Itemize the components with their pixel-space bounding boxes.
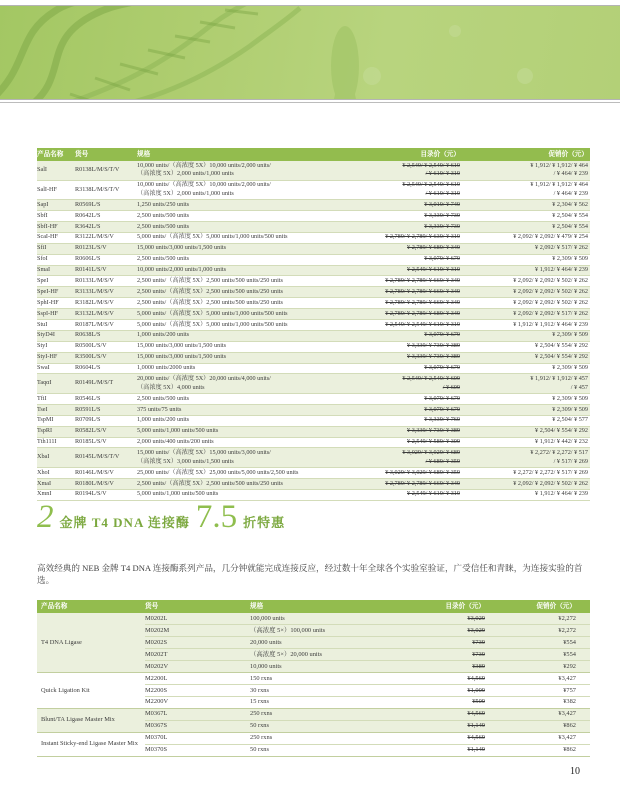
product-name-cell: StyD4I — [37, 330, 75, 341]
list-price-cell: ¥ 3,079/ ¥ 679 — [333, 394, 460, 405]
product-name-cell: SphI-HF — [37, 298, 75, 309]
catalog-no-cell: R0133L/M/S/V — [75, 276, 137, 287]
table-row — [37, 341, 590, 352]
spec-cell: 1,250 units/250 units — [137, 200, 333, 211]
promo-price-cell: ¥ 2,309/ ¥ 509 — [460, 254, 590, 265]
table-row — [37, 161, 590, 180]
list-price-cell: ¥ 2,549/ ¥ 619/ ¥ 319 — [333, 489, 460, 500]
list-price-cell: ¥1,149 — [418, 744, 485, 756]
table-row — [37, 180, 590, 200]
product-name-cell: SalI-HF — [37, 180, 75, 200]
catalog-no-cell: R3182L/M/S/V — [75, 298, 137, 309]
catalog-no-cell: R0123L/S/V — [75, 243, 137, 254]
promo-price-cell: ¥ 1,912/ ¥ 1,912/ ¥ 464 / ¥ 464/ ¥ 239 — [460, 180, 590, 200]
spec-cell: 10,000 units — [250, 660, 418, 672]
promo-price-cell: ¥ 1,912/ ¥ 1,912/ ¥ 464/ ¥ 239 — [460, 319, 590, 330]
section-heading — [37, 498, 291, 536]
catalog-no-cell: R0546L/S — [75, 394, 137, 405]
spec-cell: 5,000 units/（高浓度 5X）5,000 units/1,000 units/500 units — [137, 319, 333, 330]
promo-price-cell: ¥ 2,504/ ¥ 554/ ¥ 292 — [460, 426, 590, 437]
col-product-name: 产品名称 — [37, 600, 145, 613]
list-price-cell: ¥1,149 — [418, 720, 485, 732]
spec-cell: （高浓度 5×）100,000 units — [250, 624, 418, 636]
table-row — [37, 330, 590, 341]
product-name-cell: XhoI — [37, 468, 75, 479]
table-row — [37, 200, 590, 211]
list-price-cell: ¥509 — [418, 696, 485, 708]
product-name-cell: Tth111I — [37, 437, 75, 448]
spec-cell: 5,000 units/（高浓度 5X）5,000 units/1,000 units/500 units — [137, 309, 333, 320]
product-name-cell: SfoI — [37, 254, 75, 265]
promo-price-cell: ¥292 — [485, 660, 590, 672]
table-row — [37, 298, 590, 309]
catalog-no-cell: R0149L/M/S/T — [75, 374, 137, 394]
spec-cell: 1,000 units/200 units — [137, 330, 333, 341]
spec-cell: 10,000 units/（高浓度 5X）10,000 units/2,000 units/ （高浓度 5X）2,000 units/1,000 units — [137, 180, 333, 200]
product-group-name-cell: Quick Ligation Kit — [37, 672, 145, 708]
product-group-name-cell: T4 DNA Ligase — [37, 613, 145, 672]
spec-cell: 5,000 units/（高浓度 5X）5,000 units/1,000 units/500 units — [137, 232, 333, 243]
catalog-no-cell: M0367S — [145, 720, 250, 732]
table-row — [37, 708, 590, 720]
list-price-cell: ¥ 2,549/ ¥ 589/ ¥ 309 — [333, 437, 460, 448]
catalog-no-cell: R0604L/S — [75, 363, 137, 374]
spec-cell: 5,000 units/1,000 units/500 units — [137, 426, 333, 437]
section-number: 2 — [37, 499, 54, 535]
product-name-cell: SbfI-HF — [37, 221, 75, 232]
banner-divider — [0, 102, 620, 103]
promo-price-cell: ¥ 2,092/ ¥ 2,092/ ¥ 502/ ¥ 262 — [460, 478, 590, 489]
list-price-cell: ¥739 — [418, 648, 485, 660]
product-group-name-cell: Instant Sticky-end Ligase Master Mix — [37, 732, 145, 756]
table-row — [37, 309, 590, 320]
promo-price-cell: ¥ 2,092/ ¥ 2,092/ ¥ 517/ ¥ 262 — [460, 309, 590, 320]
promo-price-cell: ¥3,427 — [485, 708, 590, 720]
list-price-cell: ¥ 3,339/ ¥ 739 — [333, 221, 460, 232]
catalog-no-cell: M0202V — [145, 660, 250, 672]
spec-cell: 10,000 units/2,000 units/1,000 units — [137, 265, 333, 276]
spec-cell: 5,000 units/1,000 units/500 units — [137, 489, 333, 500]
table-row — [37, 426, 590, 437]
table-row — [37, 243, 590, 254]
list-price-cell: ¥ 3,079/ ¥ 679 — [333, 404, 460, 415]
catalog-no-cell: M2200S — [145, 684, 250, 696]
list-price-cell: ¥ 2,549/ ¥ 2,549/ ¥ 609 / ¥ 609 — [333, 374, 460, 394]
col-promo-price: 促销价（元） — [460, 148, 590, 161]
list-price-cell: ¥ 2,789/ ¥ 2,789/ ¥ 669/ ¥ 349 — [333, 287, 460, 298]
spec-cell: 2,500 units/500 units — [137, 254, 333, 265]
banner-frame — [0, 5, 620, 103]
product-name-cell: TspRI — [37, 426, 75, 437]
catalog-no-cell: M0202S — [145, 636, 250, 648]
dna-banner — [0, 5, 620, 100]
spec-cell: 10,000 units/（高浓度 5X）10,000 units/2,000 units/ （高浓度 5X）2,000 units/1,000 units — [137, 161, 333, 180]
catalog-no-cell: R0194L/S/V — [75, 489, 137, 500]
product-name-cell: TaqαI — [37, 374, 75, 394]
catalog-no-cell: M0370L — [145, 732, 250, 744]
table-row — [37, 415, 590, 426]
list-price-cell: ¥ 3,029/ ¥ 3,029/ ¥ 689/ ¥ 359 — [333, 468, 460, 479]
promo-price-cell: ¥ 1,912/ ¥ 1,912/ ¥ 457 / ¥ 457 — [460, 374, 590, 394]
spec-cell: 250 rxns — [250, 708, 418, 720]
catalog-no-cell: M0367L — [145, 708, 250, 720]
spec-cell: 15,000 units/3,000 units/1,500 units — [137, 352, 333, 363]
spec-cell: 15 rxns — [250, 696, 418, 708]
catalog-no-cell: M0202L — [145, 613, 250, 624]
promo-price-cell: ¥ 2,092/ ¥ 2,092/ ¥ 502/ ¥ 262 — [460, 276, 590, 287]
catalog-no-cell: R0185L/S/V — [75, 437, 137, 448]
spec-cell: 25,000 units/（高浓度 5X）25,000 units/5,000 units/2,500 units — [137, 468, 333, 479]
table-row — [37, 265, 590, 276]
promo-price-cell: ¥ 2,272/ ¥ 2,272/ ¥ 517 / ¥ 517/ ¥ 269 — [460, 448, 590, 468]
table-row — [37, 287, 590, 298]
catalog-no-cell: R3132L/M/S/V — [75, 309, 137, 320]
table-header-row — [37, 600, 590, 613]
catalog-no-cell: M2200V — [145, 696, 250, 708]
catalog-no-cell: M0202T — [145, 648, 250, 660]
spec-cell: 15,000 units/3,000 units/1,500 units — [137, 243, 333, 254]
promo-price-cell: ¥ 2,092/ ¥ 2,092/ ¥ 502/ ¥ 262 — [460, 287, 590, 298]
spec-cell: 15,000 units/3,000 units/1,500 units — [137, 341, 333, 352]
table-row — [37, 319, 590, 330]
product-name-cell: TspMI — [37, 415, 75, 426]
promo-price-cell: ¥3,427 — [485, 672, 590, 684]
spec-cell: 2,500 units/500 units — [137, 211, 333, 222]
promo-price-cell: ¥554 — [485, 648, 590, 660]
promo-price-cell: ¥ 1,912/ ¥ 442/ ¥ 232 — [460, 437, 590, 448]
spec-cell: 20,000 units — [250, 636, 418, 648]
product-name-cell: XmaI — [37, 478, 75, 489]
promo-price-cell: ¥ 2,504/ ¥ 577 — [460, 415, 590, 426]
table-row — [37, 221, 590, 232]
promo-price-cell: ¥ 2,092/ ¥ 2,092/ ¥ 479/ ¥ 254 — [460, 232, 590, 243]
page-number: 10 — [570, 766, 580, 777]
col-promo-price: 促销价（元） — [485, 600, 590, 613]
list-price-cell: ¥ 3,079/ ¥ 679 — [333, 254, 460, 265]
spec-cell: 375 units/75 units — [137, 404, 333, 415]
col-catalog-no: 货号 — [145, 600, 250, 613]
product-name-cell: SfiI — [37, 243, 75, 254]
dna-helix-graphic — [0, 6, 620, 99]
list-price-cell: ¥1,009 — [418, 684, 485, 696]
catalog-no-cell: R0591L/S — [75, 404, 137, 415]
ligase-price-table-wrap — [37, 600, 590, 757]
list-price-cell: ¥ 3,339/ ¥ 739/ ¥ 389 — [333, 341, 460, 352]
catalog-no-cell: R3642L/S — [75, 221, 137, 232]
spec-cell: 1,0000 units/2000 units — [137, 363, 333, 374]
list-price-cell: ¥ 2,789/ ¥ 2,789/ ¥ 639/ ¥ 319 — [333, 232, 460, 243]
col-list-price: 目录价（元） — [333, 148, 460, 161]
spec-cell: （高浓度 5×）20,000 units — [250, 648, 418, 660]
spec-cell: 2,000 units/400 units/200 units — [137, 437, 333, 448]
product-name-cell: TseI — [37, 404, 75, 415]
spec-cell: 100,000 units — [250, 613, 418, 624]
product-name-cell: SalI — [37, 161, 75, 180]
section-title: 金牌 T4 DNA 连接酶 — [59, 515, 190, 530]
catalog-no-cell: R0642L/S — [75, 211, 137, 222]
product-name-cell: XbaI — [37, 448, 75, 468]
promo-price-cell: ¥ 2,504/ ¥ 554 — [460, 221, 590, 232]
promo-price-cell: ¥862 — [485, 744, 590, 756]
promo-price-cell: ¥ 2,092/ ¥ 2,092/ ¥ 502/ ¥ 262 — [460, 298, 590, 309]
list-price-cell: ¥ 2,549/ ¥ 2,549/ ¥ 619 / ¥ 619/ ¥ 319 — [333, 180, 460, 200]
product-name-cell: SpeI-HF — [37, 287, 75, 298]
list-price-cell: ¥ 3,019/ ¥ 749 — [333, 200, 460, 211]
list-price-cell: ¥4,569 — [418, 708, 485, 720]
spec-cell: 20,000 units/（高浓度 5X）20,000 units/4,000 units/ （高浓度 5X）4,000 units — [137, 374, 333, 394]
promo-price-cell: ¥ 2,504/ ¥ 554/ ¥ 292 — [460, 352, 590, 363]
list-price-cell: ¥ 3,339/ ¥ 739 — [333, 211, 460, 222]
table-row — [37, 613, 590, 624]
table-row — [37, 254, 590, 265]
enzyme-table-body — [37, 161, 590, 500]
product-name-cell: SmaI — [37, 265, 75, 276]
catalog-no-cell: R0146L/M/S/V — [75, 468, 137, 479]
list-price-cell: ¥ 2,549/ ¥ 2,549/ ¥ 619/ ¥ 319 — [333, 319, 460, 330]
discount-suffix: 折特惠 — [243, 515, 286, 530]
promo-price-cell: ¥ 1,912/ ¥ 464/ ¥ 239 — [460, 489, 590, 500]
table-row — [37, 374, 590, 394]
list-price-cell: ¥4,569 — [418, 732, 485, 744]
catalog-no-cell: R0606L/S — [75, 254, 137, 265]
table-row — [37, 232, 590, 243]
table-row — [37, 468, 590, 479]
product-name-cell: SapI — [37, 200, 75, 211]
table-row — [37, 478, 590, 489]
list-price-cell: ¥ 2,789/ ¥ 2,789/ ¥ 689/ ¥ 349 — [333, 309, 460, 320]
table-row — [37, 394, 590, 405]
promo-price-cell: ¥757 — [485, 684, 590, 696]
catalog-no-cell: R0638L/S — [75, 330, 137, 341]
list-price-cell: ¥ 2,549/ ¥ 619/ ¥ 319 — [333, 265, 460, 276]
promo-price-cell: ¥ 2,309/ ¥ 509 — [460, 363, 590, 374]
table-row — [37, 404, 590, 415]
spec-cell: 2,500 units/（高浓度 5X）2,500 units/500 units/250 units — [137, 276, 333, 287]
list-price-cell: ¥389 — [418, 660, 485, 672]
catalog-no-cell: M0370S — [145, 744, 250, 756]
spec-cell: 2,500 units/（高浓度 5X）2,500 units/500 units/250 units — [137, 478, 333, 489]
promo-price-cell: ¥2,272 — [485, 624, 590, 636]
list-price-cell: ¥ 3,339/ ¥ 739/ ¥ 389 — [333, 426, 460, 437]
table-row — [37, 276, 590, 287]
list-price-cell: ¥ 3,339/ ¥ 739/ ¥ 389 — [333, 352, 460, 363]
product-name-cell: SspI-HF — [37, 309, 75, 320]
list-price-cell: ¥3,029 — [418, 624, 485, 636]
ligase-price-table — [37, 600, 590, 757]
catalog-no-cell: R0582L/S/V — [75, 426, 137, 437]
promo-price-cell: ¥ 2,309/ ¥ 509 — [460, 404, 590, 415]
product-name-cell: SpeI — [37, 276, 75, 287]
list-price-cell: ¥ 3,079/ ¥ 679 — [333, 330, 460, 341]
product-name-cell: StyI — [37, 341, 75, 352]
promo-price-cell: ¥2,272 — [485, 613, 590, 624]
catalog-no-cell: R0187L/M/S/V — [75, 319, 137, 330]
product-name-cell: XmnI — [37, 489, 75, 500]
spec-cell: 2,500 units/500 units — [137, 221, 333, 232]
catalog-no-cell: R0138L/M/S/T/V — [75, 161, 137, 180]
col-spec: 规格 — [250, 600, 418, 613]
table-row — [37, 437, 590, 448]
table-row — [37, 448, 590, 468]
spec-cell: 2,500 units/（高浓度 5X）2,500 units/500 units/250 units — [137, 287, 333, 298]
spec-cell: 250 rxns — [250, 732, 418, 744]
col-catalog-no: 货号 — [75, 148, 137, 161]
catalog-no-cell: R0569L/S — [75, 200, 137, 211]
promo-price-cell: ¥ 1,912/ ¥ 1,912/ ¥ 464 / ¥ 464/ ¥ 239 — [460, 161, 590, 180]
spec-cell: 30 rxns — [250, 684, 418, 696]
col-product-name: 产品名称 — [37, 148, 75, 161]
ligase-table-body — [37, 613, 590, 756]
list-price-cell: ¥ 3,079/ ¥ 679 — [333, 363, 460, 374]
catalog-no-cell: R3500L/S/V — [75, 352, 137, 363]
product-name-cell: ScaI-HF — [37, 232, 75, 243]
table-row — [37, 211, 590, 222]
list-price-cell: ¥ 2,549/ ¥ 2,549/ ¥ 619 / ¥ 619/ ¥ 319 — [333, 161, 460, 180]
table-row — [37, 352, 590, 363]
promo-price-cell: ¥ 2,309/ ¥ 509 — [460, 330, 590, 341]
promo-price-cell: ¥ 2,272/ ¥ 2,272/ ¥ 517/ ¥ 269 — [460, 468, 590, 479]
spec-cell: 150 rxns — [250, 672, 418, 684]
catalog-no-cell: R3133L/M/S/V — [75, 287, 137, 298]
product-group-name-cell: Blunt/TA Ligase Master Mix — [37, 708, 145, 732]
list-price-cell: ¥ 2,789/ ¥ 2,789/ ¥ 669/ ¥ 349 — [333, 276, 460, 287]
spec-cell: 50 rxns — [250, 720, 418, 732]
spec-cell: 50 rxns — [250, 744, 418, 756]
promo-price-cell: ¥3,427 — [485, 732, 590, 744]
list-price-cell: ¥3,029 — [418, 613, 485, 624]
spec-cell: 1,000 units/200 units — [137, 415, 333, 426]
product-name-cell: TfiI — [37, 394, 75, 405]
spec-cell: 15,000 units/（高浓度 5X）15,000 units/3,000 units/ （高浓度 5X）3,000 units/1,500 units — [137, 448, 333, 468]
col-spec: 规格 — [137, 148, 333, 161]
promo-price-cell: ¥ 2,504/ ¥ 554/ ¥ 292 — [460, 341, 590, 352]
promo-price-cell: ¥382 — [485, 696, 590, 708]
product-name-cell: StyI-HF — [37, 352, 75, 363]
promo-price-cell: ¥ 2,092/ ¥ 517/ ¥ 262 — [460, 243, 590, 254]
discount-rate: 7.5 — [195, 499, 238, 535]
catalog-no-cell: R3122L/M/S/V — [75, 232, 137, 243]
promo-price-cell: ¥ 2,309/ ¥ 509 — [460, 394, 590, 405]
table-row — [37, 363, 590, 374]
table-header-row — [37, 148, 590, 161]
list-price-cell: ¥ 2,789/ ¥ 689/ ¥ 349 — [333, 243, 460, 254]
promo-price-cell: ¥862 — [485, 720, 590, 732]
list-price-cell: ¥ 2,789/ ¥ 2,789/ ¥ 669/ ¥ 349 — [333, 478, 460, 489]
promo-price-cell: ¥ 2,304/ ¥ 562 — [460, 200, 590, 211]
catalog-no-cell: R0500L/S/V — [75, 341, 137, 352]
catalog-no-cell: R0145L/M/S/T/V — [75, 448, 137, 468]
enzyme-price-table-wrap — [37, 148, 590, 501]
list-price-cell: ¥ 2,789/ ¥ 2,789/ ¥ 669/ ¥ 349 — [333, 298, 460, 309]
promo-price-cell: ¥ 1,912/ ¥ 464/ ¥ 239 — [460, 265, 590, 276]
catalog-no-cell: R0141L/S/V — [75, 265, 137, 276]
catalog-no-cell: R0709L/S — [75, 415, 137, 426]
list-price-cell: ¥ 3,339/ ¥ 769 — [333, 415, 460, 426]
promo-price-cell: ¥ 2,504/ ¥ 554 — [460, 211, 590, 222]
table-row — [37, 672, 590, 684]
catalog-no-cell: M0202M — [145, 624, 250, 636]
catalog-no-cell: M2200L — [145, 672, 250, 684]
section-intro-paragraph: 高效经典的 NEB 金牌 T4 DNA 连接酶系列产品，几分钟就能完成连接反应，经过数十年全球各个实验室验证，广受信任和青睐，为连接实验的首选。 — [37, 563, 583, 585]
enzyme-price-table — [37, 148, 590, 501]
spec-cell: 2,500 units/500 units — [137, 394, 333, 405]
catalog-no-cell: R0180L/M/S/V — [75, 478, 137, 489]
product-name-cell: SwaI — [37, 363, 75, 374]
col-list-price: 目录价（元） — [418, 600, 485, 613]
list-price-cell: ¥4,569 — [418, 672, 485, 684]
product-name-cell: SbfI — [37, 211, 75, 222]
table-row — [37, 732, 590, 744]
catalog-no-cell: R3138L/M/S/T/V — [75, 180, 137, 200]
list-price-cell: ¥739 — [418, 636, 485, 648]
spec-cell: 2,500 units/（高浓度 5X）2,500 units/500 units/250 units — [137, 298, 333, 309]
list-price-cell: ¥ 3,029/ ¥ 3,029/ ¥ 689 / ¥ 689/ ¥ 359 — [333, 448, 460, 468]
promo-price-cell: ¥554 — [485, 636, 590, 648]
product-name-cell: StuI — [37, 319, 75, 330]
